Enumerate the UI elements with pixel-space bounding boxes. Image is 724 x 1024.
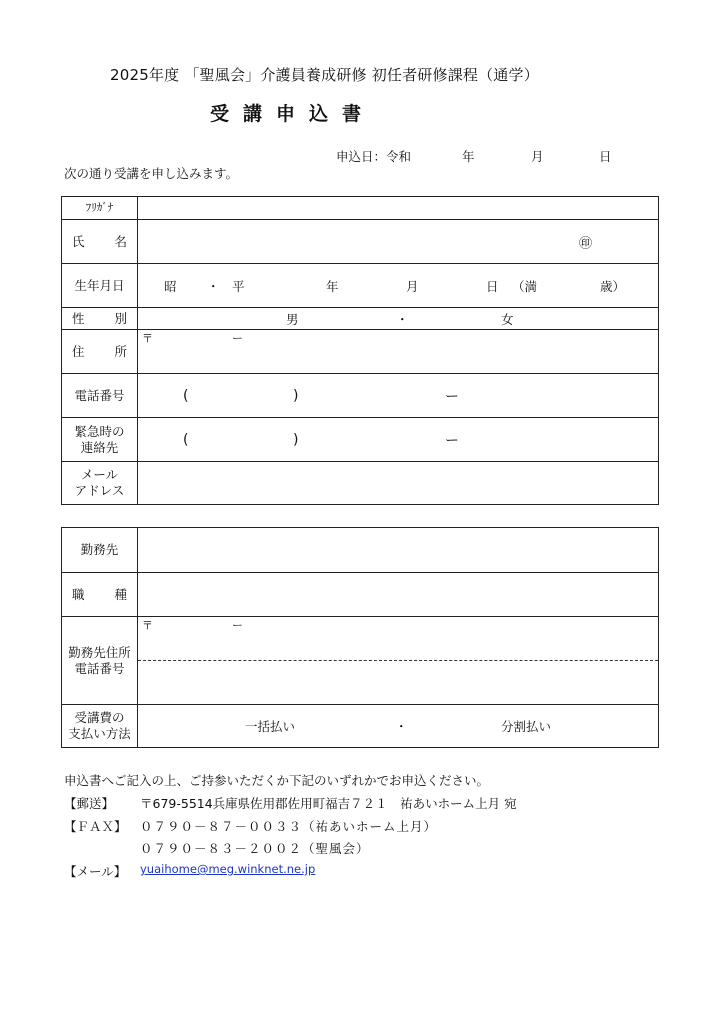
application-date-year: 年 — [462, 149, 475, 164]
address-label — [62, 330, 138, 373]
payment-separator: ・ — [395, 719, 408, 734]
occupation-row — [62, 572, 658, 616]
employer-label: 勤務先 — [62, 528, 138, 572]
name-row — [62, 219, 658, 263]
payment-installment-option[interactable]: 分割払い — [501, 719, 552, 734]
work-postal-mark-icon: 〒 — [142, 619, 153, 632]
emergency-contact-label: 緊急時の 連絡先 — [62, 418, 138, 461]
birthdate-field[interactable] — [138, 264, 658, 307]
phone-paren-close: ) — [293, 387, 299, 404]
email-contact-label: 【メール】 — [64, 864, 127, 879]
seal-icon: ㊞ — [579, 236, 593, 251]
gender-row — [62, 307, 658, 329]
gender-label-b: 別 — [114, 310, 127, 326]
payment-lump-sum-option[interactable]: 一括払い — [245, 719, 296, 734]
era-heisei[interactable]: 平 — [232, 278, 245, 294]
birth-day-unit: 日 — [486, 278, 499, 294]
work-address-field[interactable] — [138, 617, 658, 704]
work-address-label: 勤務先住所 電話番号 — [62, 617, 138, 704]
occupation-field[interactable] — [138, 573, 658, 616]
name-label — [62, 220, 138, 263]
employer-field[interactable] — [138, 528, 658, 572]
era-showa[interactable]: 昭 — [164, 278, 177, 294]
form-title: 受講申込書 — [210, 103, 376, 125]
address-row — [62, 329, 658, 373]
emergency-contact-row — [62, 417, 658, 461]
payment-method-field — [138, 705, 658, 747]
employer-row — [62, 528, 658, 572]
furigana-label: ﾌﾘｶﾞﾅ — [62, 197, 138, 219]
payment-method-row — [62, 704, 658, 747]
age-open: （満 — [512, 278, 538, 294]
email-field[interactable] — [138, 462, 658, 504]
name-label-a: 氏 — [72, 233, 85, 249]
fax-number-2: ０７９０－８３－２００２（聖風会） — [140, 841, 370, 856]
mail-label: 【郵送】 — [64, 796, 115, 811]
emergency-paren-open: ( — [183, 431, 189, 448]
era-separator: ・ — [207, 278, 220, 294]
payment-method-label: 受講費の 支払い方法 — [62, 705, 138, 747]
gender-field — [138, 308, 658, 329]
name-label-b: 名 — [114, 233, 127, 249]
phone-dash: ー — [445, 388, 459, 405]
birth-month-unit: 月 — [406, 278, 419, 294]
birthdate-row — [62, 263, 658, 307]
email-row — [62, 461, 658, 504]
emergency-contact-field[interactable] — [138, 418, 658, 461]
personal-info-table — [61, 196, 659, 505]
postal-mark-icon: 〒 — [142, 332, 153, 345]
phone-paren-open: ( — [183, 387, 189, 404]
gender-separator: ・ — [396, 311, 409, 327]
gender-female-option[interactable]: 女 — [501, 311, 514, 327]
postal-dash: ー — [232, 332, 243, 345]
age-close: 歳） — [600, 278, 626, 294]
application-date-month: 月 — [531, 149, 544, 164]
email-label: メール アドレス — [62, 462, 138, 504]
birthdate-label: 生年月日 — [62, 264, 138, 307]
gender-male-option[interactable]: 男 — [286, 311, 299, 327]
document-title: 2025年度 「聖風会」介護員養成研修 初任者研修課程（通学） — [110, 66, 539, 84]
emergency-dash: ー — [445, 432, 459, 449]
occupation-label-a: 職 — [72, 586, 85, 602]
occupation-label — [62, 573, 138, 616]
work-info-table — [61, 527, 659, 748]
furigana-field[interactable] — [138, 197, 658, 219]
address-phone-divider — [138, 660, 658, 661]
email-contact-link[interactable]: yuaihome@meg.winknet.ne.jp — [140, 862, 316, 876]
address-label-b: 所 — [114, 343, 127, 359]
occupation-label-b: 種 — [114, 586, 127, 602]
application-date-day: 日 — [599, 149, 612, 164]
emergency-paren-close: ) — [293, 431, 299, 448]
mail-address: 〒679-5514兵庫県佐用郡佐用町福吉７２１ 祐あいホーム上月 宛 — [140, 796, 517, 811]
phone-label: 電話番号 — [62, 374, 138, 417]
gender-label — [62, 308, 138, 329]
address-label-a: 住 — [72, 343, 85, 359]
address-field[interactable] — [138, 330, 658, 373]
application-date-label: 申込日：令和 — [336, 149, 412, 164]
submission-instructions: 申込書へご記入の上、ご持参いただくか下記のいずれかでお申込ください。 — [64, 773, 490, 788]
work-address-row — [62, 616, 658, 704]
gender-label-a: 性 — [72, 310, 85, 326]
fax-number-1: ０７９０－８７－００３３（祐あいホーム上月） — [140, 819, 438, 834]
fax-label: 【ＦＡＸ】 — [64, 819, 127, 834]
birth-year-unit: 年 — [326, 278, 339, 294]
name-field[interactable] — [138, 220, 658, 263]
work-postal-dash: ー — [232, 619, 243, 632]
intro-text: 次の通り受講を申し込みます。 — [64, 166, 239, 181]
phone-row — [62, 373, 658, 417]
phone-field[interactable] — [138, 374, 658, 417]
furigana-row — [62, 197, 658, 219]
